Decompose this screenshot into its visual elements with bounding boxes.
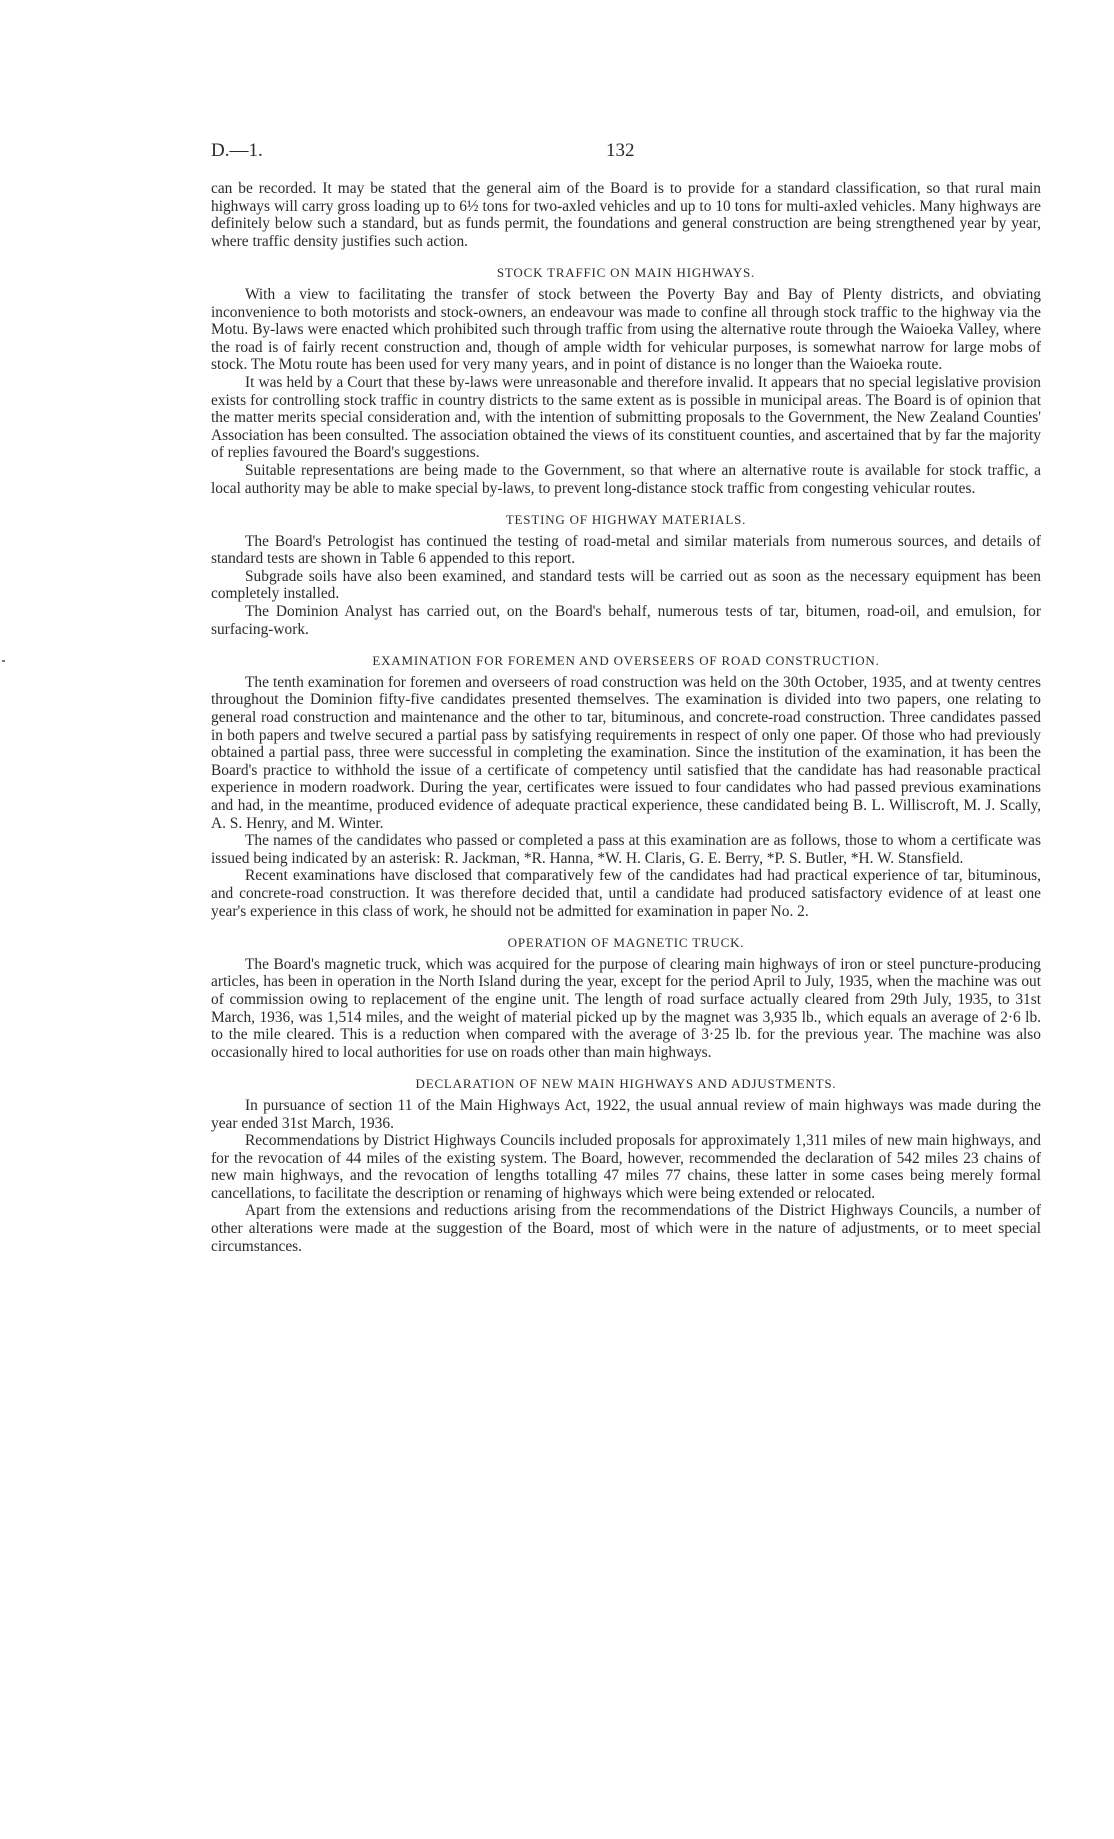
section-examination bbox=[211, 652, 1041, 920]
paragraph: Recommendations by District Highways Councils included proposals for approximately 1,311 miles of new main highways, and for the revocation of 44 miles of the existing system. The Board, however, recommended the declaration of 542 miles 23 chains of new main highways, and the revocation of lengths totalling 47 miles 77 chains, these latter in some cases being merely formal cancellations, to facilitate the description or renaming of highways which were being extended or relocated. bbox=[211, 1132, 1041, 1202]
section-heading: OPERATION OF MAGNETIC TRUCK. bbox=[507, 935, 745, 951]
section-heading: EXAMINATION FOR FOREMEN AND OVERSEERS OF ROAD CONSTRUCTION. bbox=[372, 653, 880, 669]
section-magnetic-truck bbox=[211, 934, 1041, 1061]
paragraph: Apart from the extensions and reductions arising from the recommendations of the District Highways Councils, a number of other alterations were made at the suggestion of the Board, most of which were in the nature of adjustments, or to meet special circumstances. bbox=[211, 1202, 1041, 1255]
section-heading: STOCK TRAFFIC ON MAIN HIGHWAYS. bbox=[496, 265, 756, 281]
document-page bbox=[211, 140, 1041, 1255]
paragraph: Suitable representations are being made to the Government, so that where an alternative route is available for stock traffic, a local authority may be able to make special by-laws, to prevent long-distance stock traffic from congesting vehicular routes. bbox=[211, 461, 1041, 497]
section-stock-traffic bbox=[211, 264, 1041, 497]
paragraph: The names of the candidates who passed or completed a pass at this examination are as follows, those to whom a certificate was issued being indicated by an asterisk: R. Jackman, *R. Hanna, *W. H. Claris, G. E. Berry, *P. S. Butler, *H. W. Stansfield. bbox=[211, 832, 1041, 867]
section-new-highways bbox=[211, 1075, 1041, 1255]
document-body bbox=[211, 180, 1041, 1255]
paragraph: In pursuance of section 11 of the Main Highways Act, 1922, the usual annual review of main highways was made during the year ended 31st March, 1936. bbox=[211, 1096, 1041, 1132]
page-number: 132 bbox=[606, 140, 635, 161]
page-header bbox=[211, 140, 1041, 180]
paragraph: It was held by a Court that these by-laws were unreasonable and therefore invalid. It appears that no special legislative provision exists for controlling stock traffic in country districts to the same extent as is possible in municipal areas. The Board is of opinion that the matter merits special consideration and, with the intention of submitting proposals to the Government, the New Zealand Counties' Association has been consulted. The association obtained the views of its constituent counties, and ascertained that by far the majority of replies favoured the Board's suggestions. bbox=[211, 373, 1041, 462]
paragraph: With a view to facilitating the transfer of stock between the Poverty Bay and Bay of Plenty districts, and obviating inconvenience to both motorists and stock-owners, an endeavour was made to confine all through stock traffic to the highway via the Motu. By-laws were enacted which prohibited such through traffic from using the alternative route through the Waioeka Valley, where the road is of fairly recent construction and, though of ample width for vehicular purposes, is somewhat narrow for large mobs of stock. The Motu route has been used for very many years, and in point of distance is no longer than the Waioeka route. bbox=[211, 285, 1041, 374]
paragraph: The Board's magnetic truck, which was acquired for the purpose of clearing main highways of iron or steel puncture-producing articles, has been in operation in the North Island during the year, except for the period April to July, 1935, when the machine was out of commission owing to replacement of the engine unit. The length of road surface actually cleared from 29th July, 1935, to 31st March, 1936, was 1,514 miles, and the weight of material picked up by the magnet was 3,935 lb., which equals an average of 2·6 lb. to the mile cleared. This is a reduction when compared with the average of 3·25 lb. for the previous year. The machine was also occasionally hired to local authorities for use on roads other than main highways. bbox=[211, 955, 1041, 1061]
paragraph: Recent examinations have disclosed that comparatively few of the candidates had had practical experience of tar, bituminous, and concrete-road construction. It was therefore decided that, until a candidate had produced satisfactory evidence of at least one year's experience in this class of work, he should not be admitted for examination in paper No. 2. bbox=[211, 867, 1041, 920]
intro-paragraph: can be recorded. It may be stated that the general aim of the Board is to provide for a standard classification, so that rural main highways will carry gross loading up to 6½ tons for two-axled vehicles and up to 10 tons for multi-axled vehicles. Many highways are definitely below such a standard, but as funds permit, the foundations and general construction are being strengthened year by year, where traffic density justifies such action. bbox=[211, 180, 1041, 250]
document-reference: D.—1. bbox=[211, 140, 263, 161]
paragraph: The tenth examination for foremen and overseers of road construction was held on the 30th October, 1935, and at twenty centres throughout the Dominion fifty-five candidates presented themselves. The examination is divided into two papers, one relating to general road construction and maintenance and the other to tar, bituminous, and concrete-road construction. Three candidates passed in both papers and twelve secured a partial pass by satisfying requirements in respect of only one paper. Of those who had previously obtained a partial pass, three were successful in completing the examination. Since the institution of the examination, it has been the Board's practice to withhold the issue of a certificate of competency until satisfied that the candidate has had reasonable practical experience in modern roadwork. During the year, certificates were issued to four candidates who had passed previous examinations and had, in the meantime, produced evidence of adequate practical experience, these candidated being B. L. Williscroft, M. J. Scally, A. S. Henry, and M. Winter. bbox=[211, 673, 1041, 832]
section-testing-materials bbox=[211, 511, 1041, 638]
paragraph: Subgrade soils have also been examined, and standard tests will be carried out as soon as the necessary equipment has been completely installed. bbox=[211, 567, 1041, 603]
section-heading: TESTING OF HIGHWAY MATERIALS. bbox=[505, 512, 747, 528]
scan-mark bbox=[2, 660, 5, 662]
section-heading: DECLARATION OF NEW MAIN HIGHWAYS AND ADJUSTMENTS. bbox=[415, 1076, 837, 1092]
paragraph: The Dominion Analyst has carried out, on the Board's behalf, numerous tests of tar, bitumen, road-oil, and emulsion, for surfacing-work. bbox=[211, 603, 1041, 638]
paragraph: The Board's Petrologist has continued the testing of road-metal and similar materials from numerous sources, and details of standard tests are shown in Table 6 appended to this report. bbox=[211, 532, 1041, 568]
